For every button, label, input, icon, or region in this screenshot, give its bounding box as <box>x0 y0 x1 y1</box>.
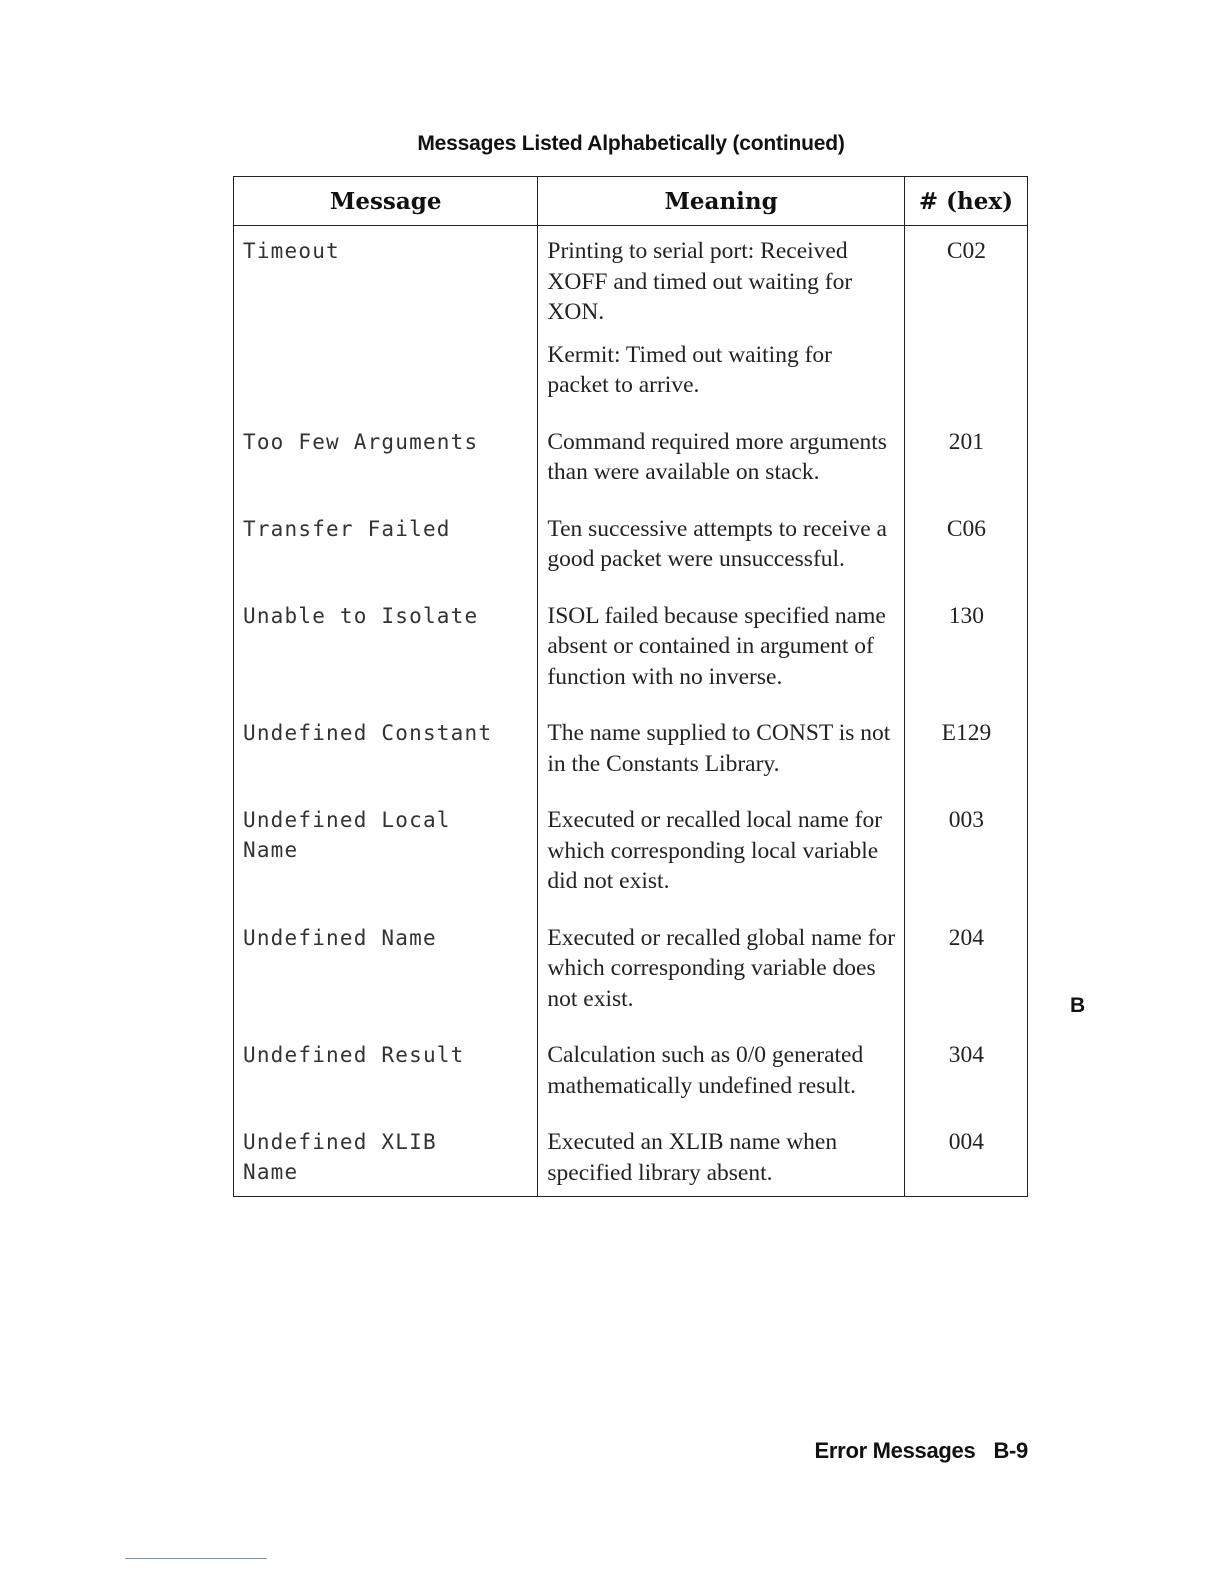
message-text: Timeout <box>243 239 340 263</box>
meaning-text: Ten successive attempts to receive a good packet were unsuccessful. <box>547 515 887 572</box>
page-number: B-9 <box>993 1438 1028 1463</box>
table-header-row <box>234 177 1028 226</box>
meaning-cell <box>538 795 904 913</box>
message-cell <box>234 226 538 417</box>
hex-cell <box>904 1030 1027 1117</box>
meaning-cell <box>538 417 904 504</box>
message-cell <box>234 417 538 504</box>
message-cell <box>234 708 538 795</box>
meaning-text: Command required more arguments than were available on stack. <box>547 428 887 485</box>
table-title: Messages Listed Alphabetically (continued) <box>417 132 845 155</box>
message-cell <box>234 504 538 591</box>
meaning-cell <box>538 913 904 1031</box>
footer-divider <box>125 1558 267 1559</box>
message-cell <box>234 795 538 913</box>
meaning-text: Executed an XLIB name when specified library absent. <box>547 1129 838 1186</box>
hex-code: 201 <box>948 428 985 455</box>
meaning-text: ISOL failed because specified name absent or contained in argument of function with no inverse. <box>547 602 886 690</box>
hex-code: E129 <box>941 720 992 746</box>
meaning-text: Executed or recalled local name for which corresponding local variable did not exist. <box>547 807 883 894</box>
hex-code: C02 <box>946 238 986 264</box>
meaning-cell <box>538 591 904 709</box>
hex-cell <box>904 1117 1027 1197</box>
hex-code: 130 <box>948 602 985 629</box>
meaning-cell <box>538 1117 904 1197</box>
message-text: Transfer Failed <box>243 516 451 541</box>
hex-cell <box>904 591 1027 709</box>
table-row <box>234 1030 1028 1117</box>
meaning-text: Printing to serial port: Received XOFF and timed out waiting for XON. <box>547 238 853 325</box>
page-footer <box>815 1438 1028 1464</box>
hex-cell <box>904 226 1027 417</box>
hex-code: 004 <box>948 1129 985 1155</box>
hex-cell <box>904 913 1027 1031</box>
message-text: Too Few Arguments <box>243 429 479 454</box>
table-row <box>234 226 1028 417</box>
meaning-text: Calculation such as 0/0 generated mathematically undefined result. <box>547 1042 864 1099</box>
header-message: Message <box>234 177 538 226</box>
message-text: Undefined XLIB Name <box>243 1130 437 1184</box>
meaning-cell <box>538 226 904 417</box>
message-text: Undefined Constant <box>243 721 493 745</box>
table-row <box>234 417 1028 504</box>
table-row <box>234 1117 1028 1197</box>
message-text: Undefined Local Name <box>243 808 451 862</box>
table-row <box>234 591 1028 709</box>
message-cell <box>234 1117 538 1197</box>
hex-code: 304 <box>948 1042 985 1068</box>
hex-cell <box>904 708 1027 795</box>
meaning-text: Executed or recalled global name for which corresponding variable does not exist. <box>547 924 896 1012</box>
meaning-text: Kermit: Timed out waiting for packet to arrive. <box>547 341 832 398</box>
table-row <box>234 795 1028 913</box>
meaning-cell <box>538 504 904 591</box>
hex-code: 204 <box>948 924 985 951</box>
message-cell <box>234 913 538 1031</box>
footer-section-title: Error Messages <box>814 1438 976 1463</box>
messages-table <box>233 176 1028 1197</box>
hex-cell <box>904 795 1027 913</box>
hex-code: C06 <box>946 515 986 542</box>
message-cell <box>234 591 538 709</box>
meaning-cell <box>538 1030 904 1117</box>
meaning-text: The name supplied to CONST is not in the Constants Library. <box>547 720 891 777</box>
header-hex: # (hex) <box>904 177 1027 226</box>
message-text: Unable to Isolate <box>243 603 479 628</box>
table-row <box>234 913 1028 1031</box>
hex-code: 003 <box>948 807 985 833</box>
message-text: Undefined Result <box>243 1043 465 1067</box>
table-row <box>234 708 1028 795</box>
hex-cell <box>904 417 1027 504</box>
hex-cell <box>904 504 1027 591</box>
message-cell <box>234 1030 538 1117</box>
table-row <box>234 504 1028 591</box>
appendix-tab-letter: B <box>1070 994 1086 1017</box>
header-meaning: Meaning <box>538 177 904 226</box>
meaning-cell <box>538 708 904 795</box>
message-text: Undefined Name <box>243 925 437 950</box>
